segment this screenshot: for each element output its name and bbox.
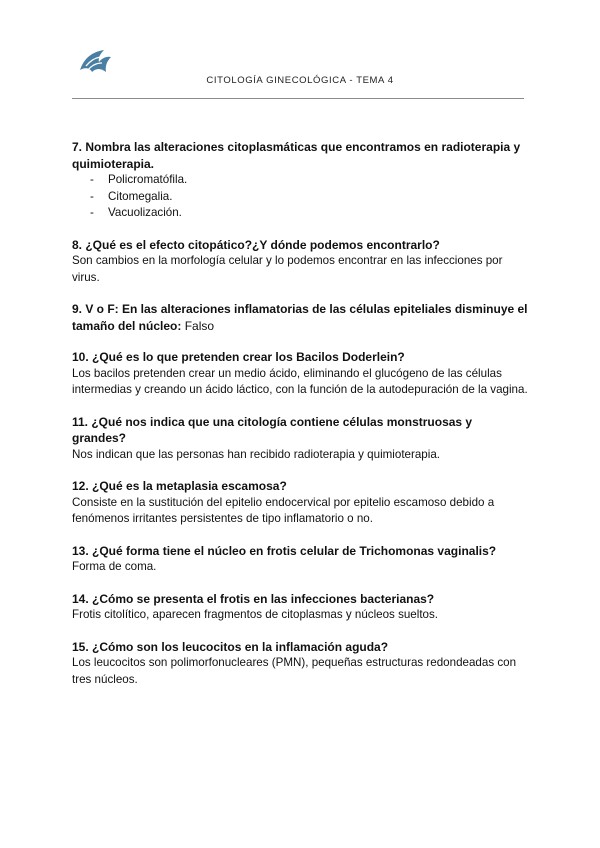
question-heading: 15. ¿Cómo son los leucocitos en la inflamación aguda? [72,639,389,654]
question-heading: 12. ¿Qué es la metaplasia escamosa? [72,479,287,493]
answer-text: Consiste en la sustitución del epitelio endocervical por epitelio escamoso debido a fenómenos irritantes persistentes de tipo inflamatorio o no. [72,495,495,525]
answer-text: Los leucocitos son polimorfonucleares (PMN), pequeñas estructuras redondeadas con tres núcleos. [72,656,517,686]
question-list [72,139,528,703]
question-heading: 14. ¿Cómo se presenta el frotis en las infecciones bacterianas? [72,591,435,606]
shark-logo-icon [74,44,114,78]
answer-text: Son cambios en la morfología celular y lo podemos encontrar en las infecciones por virus. [72,254,503,284]
question-block-15 [72,639,528,689]
question-heading: 11. ¿Qué nos indica que una citología contiene células monstruosas y grandes? [72,414,473,445]
question-heading: 9. V o F: En las alteraciones inflamatorias de las células epiteliales disminuye el tamaño del núcleo: Falso [72,302,528,333]
list-item: - Citomegalia. [90,189,173,203]
question-heading: 10. ¿Qué es lo que pretenden crear los Bacilos Doderlein? [72,350,405,364]
answer-text: Nos indican que las personas han recibido radioterapia y quimioterapia. [72,447,440,461]
answer-text: Forma de coma. [72,560,157,573]
list-item: - Policromatófila. [90,173,188,186]
question-block-10 [72,349,528,399]
answer-text: Los bacilos pretenden crear un medio ácido, eliminando el glucógeno de las células intermedias y creando un ácido láctico, con la función de la autodepuración de la vagina. [72,366,528,396]
question-heading: 8. ¿Qué es el efecto citopático?¿Y dónde podemos encontrarlo? [72,237,440,252]
question-block-14 [72,591,528,624]
question-block-9 [72,301,528,334]
question-block-13 [72,543,528,576]
list-item: - Vacuolización. [90,206,182,219]
inline-answer: Falso [181,318,215,333]
header-title: CITOLOGÍA GINECOLÓGICA - TEMA 4 [206,75,394,86]
question-block-7 [72,139,528,222]
question-heading: 7. Nombra las alteraciones citoplasmáticas que encontramos en radioterapia y quimioterapia. [72,140,521,171]
question-block-12 [72,478,528,528]
answer-text: Frotis citolítico, aparecen fragmentos de citoplasmas y núcleos sueltos. [72,608,439,621]
question-block-8 [72,237,528,287]
answer-bullet-list [72,172,528,222]
question-heading: 13. ¿Qué forma tiene el núcleo en frotis celular de Trichomonas vaginalis? [72,543,497,558]
question-block-11 [72,414,528,464]
header-divider [72,98,524,99]
